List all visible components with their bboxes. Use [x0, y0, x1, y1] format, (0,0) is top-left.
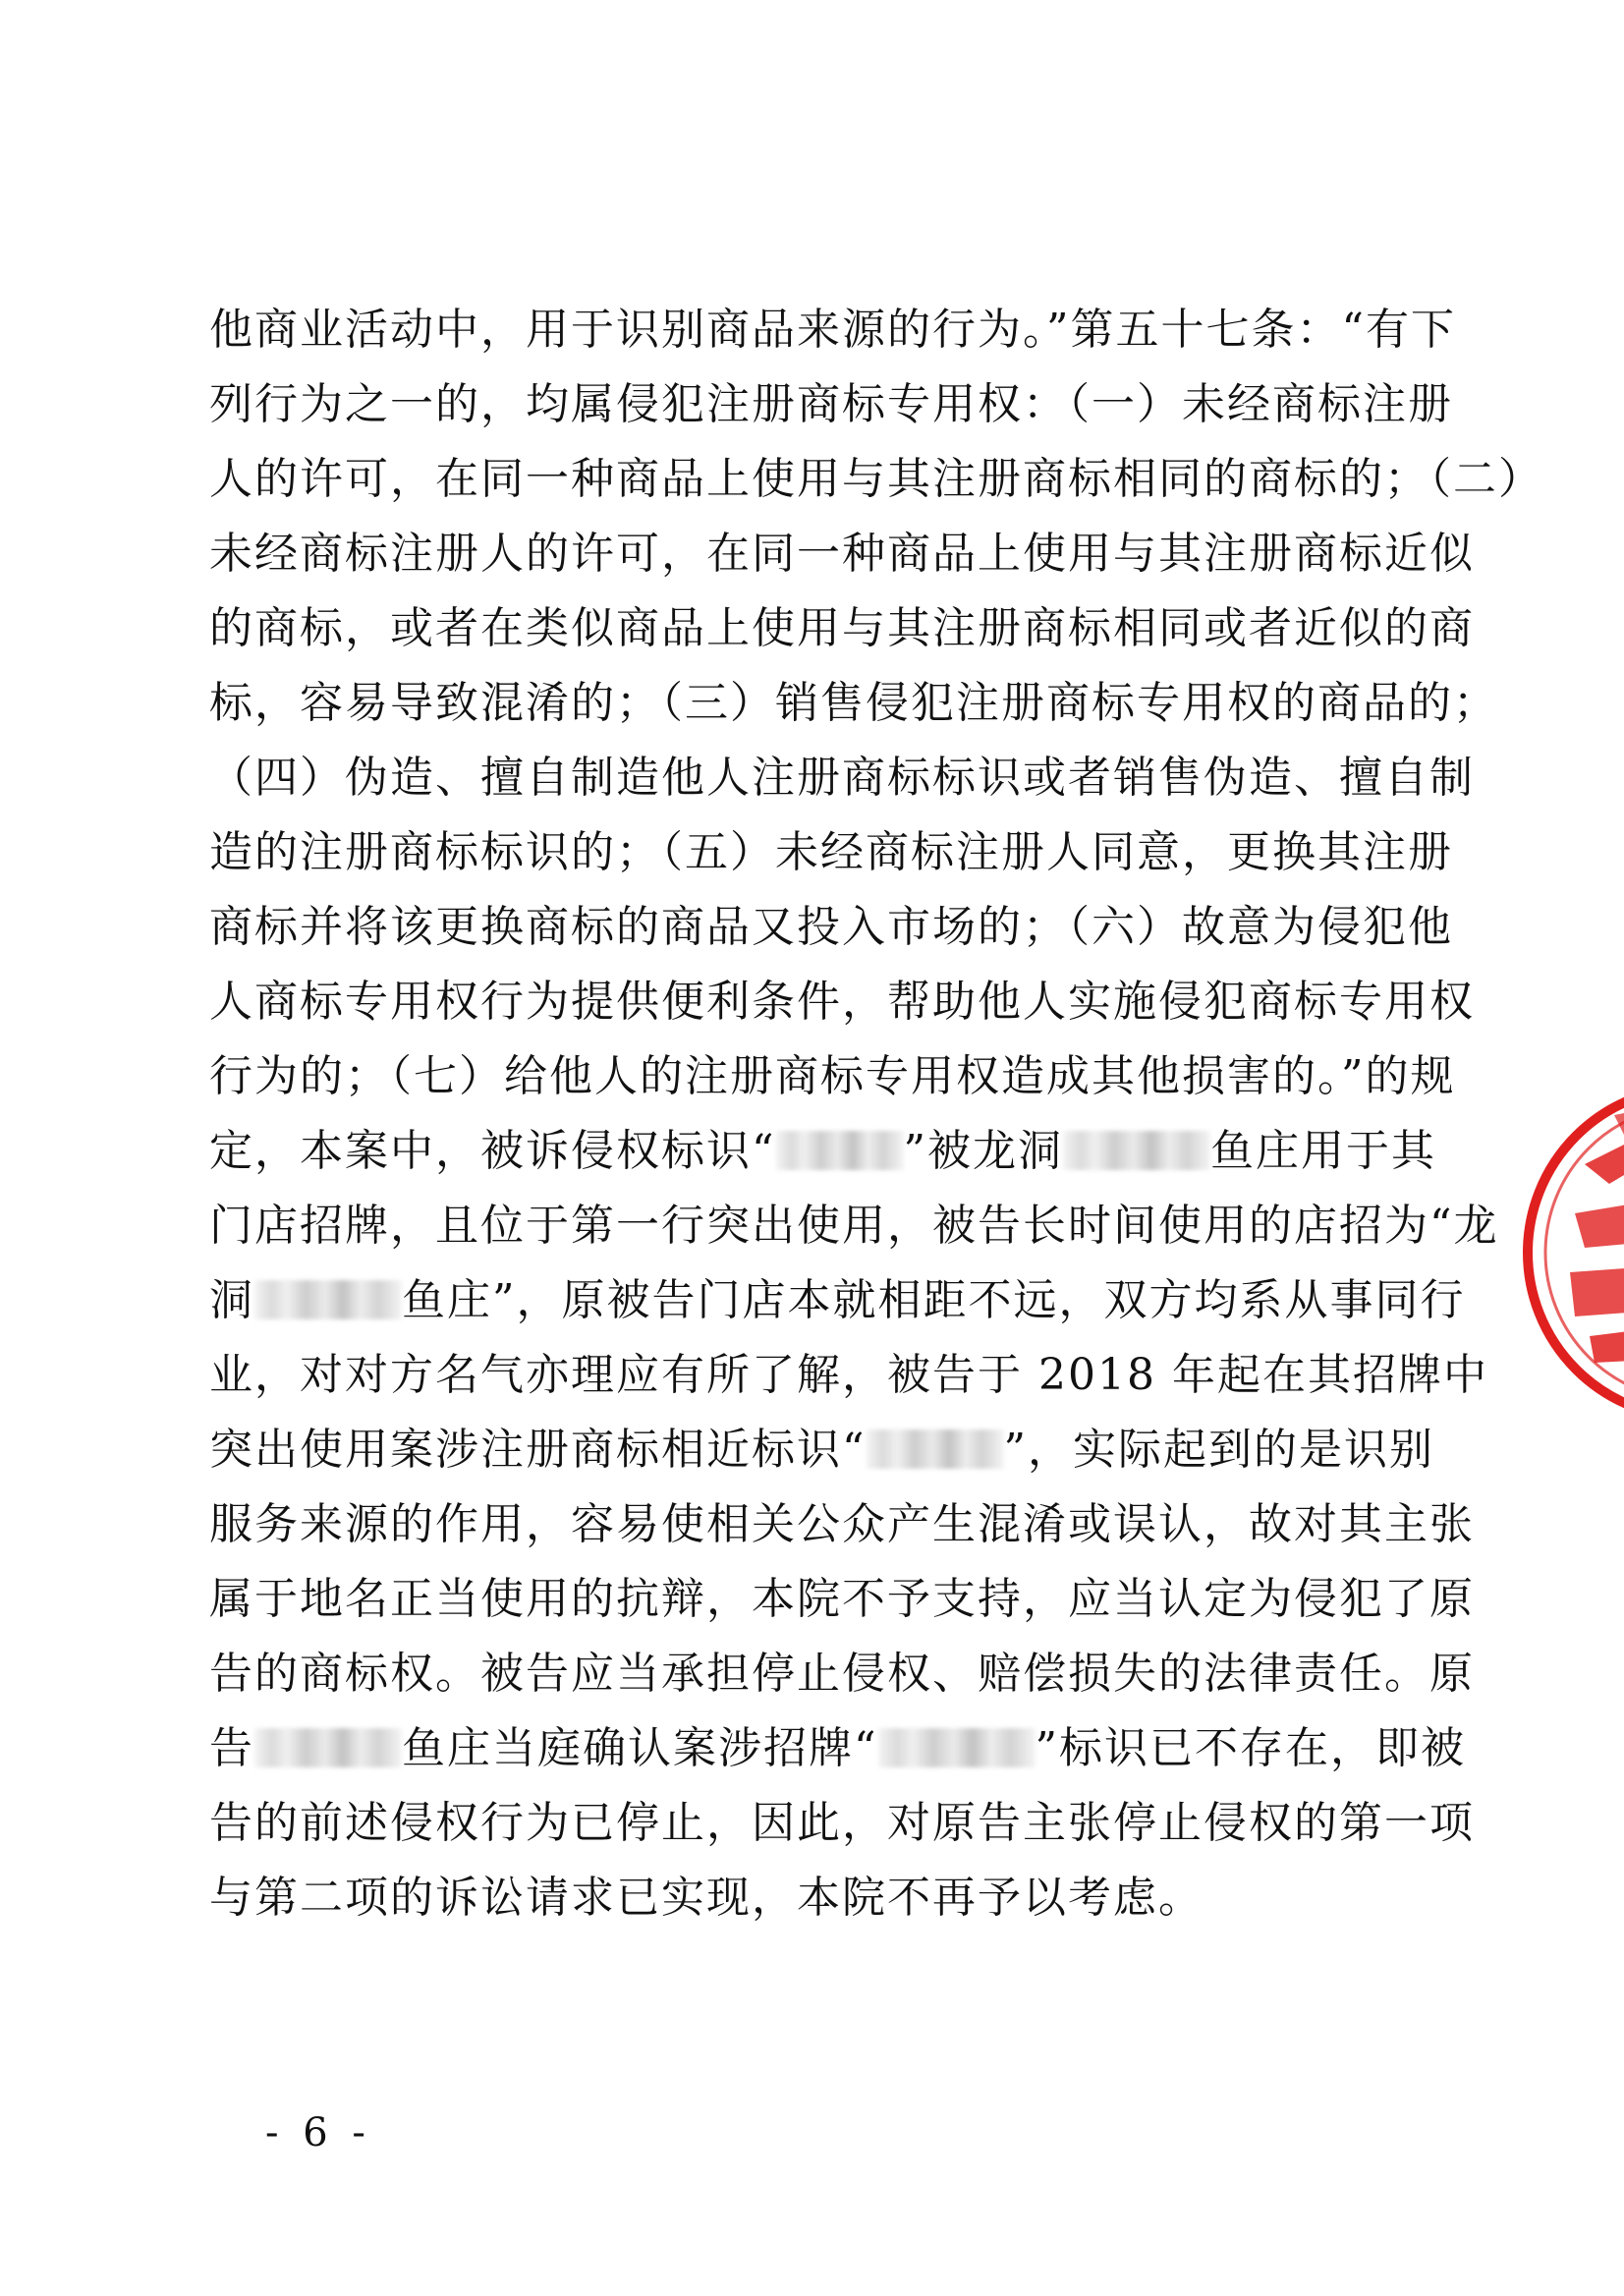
text-segment: 鱼庄用于其 [1210, 1126, 1436, 1176]
text-line-10 [209, 965, 1475, 1039]
text-segment: 定，本案中，被诉侵权标识“ [209, 1126, 776, 1176]
text-segment: 列行为之一的，均属侵犯注册商标专用权：（一）未经商标注册 [209, 379, 1453, 429]
text-line-14 [209, 1263, 1466, 1338]
text-line-2 [209, 367, 1453, 442]
text-line-15 [209, 1338, 1488, 1413]
redacted-name [1063, 1131, 1210, 1170]
text-segment: 他商业活动中，用于识别商品来源的行为。”第五十七条：“有下 [209, 305, 1456, 355]
text-segment: 造的注册商标标识的；（五）未经商标注册人同意，更换其注册 [209, 827, 1453, 877]
text-segment: 商标并将该更换商标的商品又投入市场的；（六）故意为侵犯他 [209, 902, 1453, 952]
text-segment: 行为的；（七）给他人的注册商标专用权造成其他损害的。”的规 [209, 1051, 1456, 1101]
text-segment: 人商标专用权行为提供便利条件，帮助他人实施侵犯商标专用权 [209, 977, 1475, 1027]
redacted-mark [776, 1131, 904, 1170]
text-segment: 与第二项的诉讼请求已实现，本院不再予以考虑。 [209, 1873, 1204, 1923]
text-line-22 [209, 1861, 1418, 1935]
text-segment: 告的前述侵权行为已停止，因此，对原告主张停止侵权的第一项 [209, 1798, 1475, 1848]
text-segment: 标，容易导致混淆的；（三）销售侵犯注册商标专用权的商品的； [209, 678, 1498, 728]
text-line-6 [209, 666, 1498, 741]
text-segment: 告 [209, 1723, 254, 1773]
text-line-16 [209, 1413, 1434, 1487]
text-line-19 [209, 1637, 1475, 1711]
text-segment: 鱼庄”，原被告门店本就相距不远，双方均系从事同行 [402, 1275, 1466, 1325]
text-segment: 服务来源的作用，容易使相关公众产生混淆或误认，故对其主张 [209, 1499, 1475, 1549]
text-segment: 的商标，或者在类似商品上使用与其注册商标相同或者近似的商 [209, 603, 1475, 653]
text-segment: 业，对对方名气亦理应有所了解，被告于 2018 年起在其招牌中 [209, 1350, 1488, 1400]
text-line-8 [209, 815, 1453, 890]
redacted-name [254, 1728, 402, 1767]
text-segment: 鱼庄当庭确认案涉招牌“ [402, 1723, 878, 1773]
text-line-20 [209, 1711, 1466, 1786]
text-segment: ”被龙洞 [903, 1126, 1063, 1176]
text-line-3 [209, 442, 1543, 517]
text-line-12 [209, 1114, 1436, 1189]
redacted-mark [867, 1429, 1004, 1469]
text-line-11 [209, 1039, 1456, 1114]
text-line-7 [209, 741, 1475, 815]
text-segment: 人的许可，在同一种商品上使用与其注册商标相同的商标的；（二） [209, 454, 1543, 504]
text-line-9 [209, 890, 1453, 965]
text-line-5 [209, 591, 1475, 666]
text-segment: 洞 [209, 1275, 254, 1325]
text-segment: 告的商标权。被告应当承担停止侵权、赔偿损失的法律责任。原 [209, 1649, 1475, 1699]
text-line-4 [209, 517, 1475, 591]
text-segment: 门店招牌，且位于第一行突出使用，被告长时间使用的店招为“龙 [209, 1201, 1499, 1251]
text-line-21 [209, 1786, 1475, 1861]
text-line-1 [209, 293, 1456, 367]
redacted-name [254, 1280, 402, 1319]
page-number: - 6 - [265, 2110, 371, 2156]
text-segment: ”，实际起到的是识别 [1003, 1425, 1434, 1475]
court-seal-stamp [1516, 1076, 1624, 1429]
text-line-18 [209, 1562, 1475, 1637]
text-segment: ”标识已不存在，即被 [1035, 1723, 1466, 1773]
text-line-13 [209, 1189, 1499, 1263]
document-body [209, 293, 1543, 1935]
text-segment: 未经商标注册人的许可，在同一种商品上使用与其注册商标近似 [209, 529, 1475, 579]
text-segment: 属于地名正当使用的抗辩，本院不予支持，应当认定为侵犯了原 [209, 1574, 1475, 1624]
text-line-17 [209, 1487, 1475, 1562]
text-segment: 突出使用案涉注册商标相近标识“ [209, 1425, 867, 1475]
redacted-mark [878, 1728, 1036, 1767]
text-segment: （四）伪造、擅自制造他人注册商标标识或者销售伪造、擅自制 [209, 753, 1475, 803]
